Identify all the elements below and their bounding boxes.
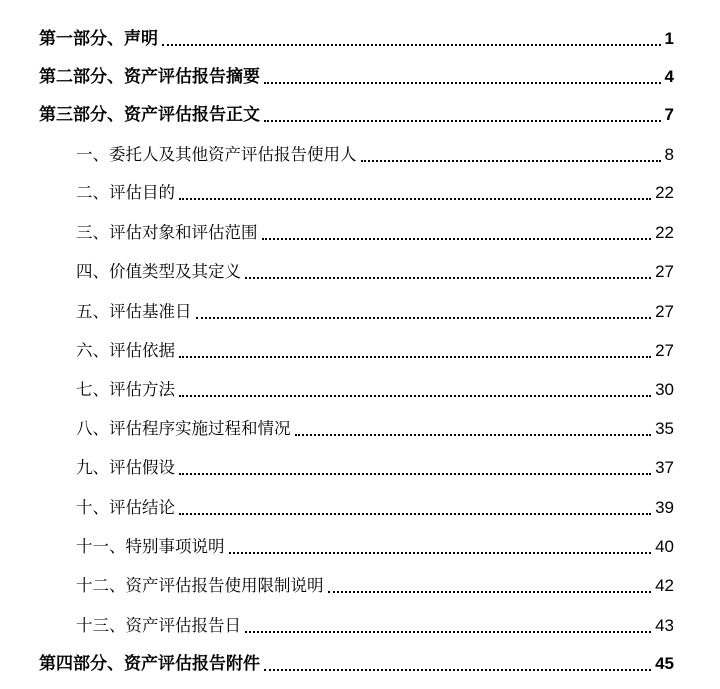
dot-leader — [179, 473, 651, 475]
toc-entry-title: 二、评估目的 — [76, 183, 175, 202]
toc-section-2 — [76, 180, 674, 206]
toc-page-number: 43 — [655, 616, 674, 635]
toc-section-1 — [76, 142, 674, 168]
toc-entry-title: 三、评估对象和评估范围 — [76, 223, 258, 242]
toc-page-number: 8 — [664, 145, 674, 164]
dot-leader — [264, 669, 651, 671]
dot-leader — [361, 160, 661, 162]
toc-page-number: 35 — [655, 419, 674, 438]
toc-page-number: 22 — [655, 183, 674, 202]
toc-entry-title: 第三部分、资产评估报告正文 — [39, 105, 260, 125]
toc-entry-title: 十二、资产评估报告使用限制说明 — [76, 576, 324, 595]
dot-leader — [245, 277, 651, 279]
toc-entry-title: 十三、资产评估报告日 — [76, 616, 241, 635]
toc-page-number: 37 — [655, 458, 674, 477]
toc-section-5 — [76, 299, 674, 325]
toc-page-number: 40 — [655, 537, 674, 556]
toc-page-number: 27 — [655, 302, 674, 321]
toc-page-number: 42 — [655, 576, 674, 595]
toc-entry-title: 第一部分、声明 — [39, 29, 158, 49]
toc-entry-title: 六、评估依据 — [76, 341, 175, 360]
toc-entry-title: 九、评估假设 — [76, 458, 175, 477]
dot-leader — [179, 395, 651, 397]
toc-section-3 — [76, 220, 674, 246]
toc-page-number: 27 — [655, 262, 674, 281]
dot-leader — [262, 238, 652, 240]
toc-entry-title: 第四部分、资产评估报告附件 — [39, 654, 260, 674]
toc-section-4 — [76, 259, 674, 285]
dot-leader — [264, 82, 661, 84]
dot-leader — [245, 631, 651, 633]
toc-entry-title: 十一、特别事项说明 — [76, 537, 225, 556]
toc-section-7 — [76, 377, 674, 403]
toc-page-number: 45 — [655, 654, 674, 673]
toc-entry-title: 五、评估基准日 — [76, 302, 192, 321]
dot-leader — [196, 317, 652, 319]
dot-leader — [179, 198, 651, 200]
toc-entry-title: 十、评估结论 — [76, 498, 175, 517]
dot-leader — [229, 552, 652, 554]
toc-part-1 — [39, 26, 674, 52]
dot-leader — [162, 44, 661, 46]
toc-page-number: 1 — [664, 29, 674, 48]
toc-section-8 — [76, 416, 674, 442]
toc-page-number: 39 — [655, 498, 674, 517]
toc-section-12 — [76, 573, 674, 599]
toc-section-9 — [76, 455, 674, 481]
dot-leader — [179, 356, 651, 358]
dot-leader — [264, 120, 661, 122]
toc-section-6 — [76, 338, 674, 364]
toc-section-11 — [76, 534, 674, 560]
toc-page-number: 27 — [655, 341, 674, 360]
toc-section-10 — [76, 495, 674, 521]
toc-page-number: 30 — [655, 380, 674, 399]
dot-leader — [328, 591, 652, 593]
toc-part-4 — [39, 651, 674, 677]
dot-leader — [295, 434, 652, 436]
toc-page-number: 7 — [664, 105, 674, 124]
toc-part-3 — [39, 102, 674, 128]
toc-entry-title: 八、评估程序实施过程和情况 — [76, 419, 291, 438]
dot-leader — [179, 513, 651, 515]
toc-entry-title: 七、评估方法 — [76, 380, 175, 399]
toc-part-2 — [39, 64, 674, 90]
toc-page-number: 4 — [664, 67, 674, 86]
toc-page-number: 22 — [655, 223, 674, 242]
toc-entry-title: 四、价值类型及其定义 — [76, 262, 241, 281]
toc-entry-title: 一、委托人及其他资产评估报告使用人 — [76, 145, 357, 164]
toc-section-13 — [76, 613, 674, 639]
toc-entry-title: 第二部分、资产评估报告摘要 — [39, 67, 260, 87]
